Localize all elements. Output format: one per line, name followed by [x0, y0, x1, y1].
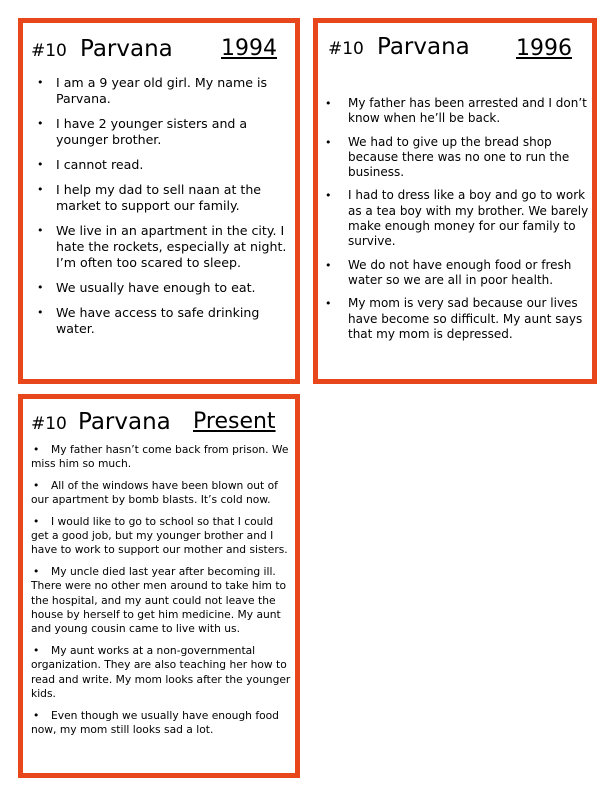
- list-item: • My father hasn’t come back from prison. We miss him so much.: [31, 443, 289, 471]
- card-year: 1994: [221, 36, 277, 61]
- card-1994: [18, 18, 300, 384]
- list-item-text: My father hasn’t come back from prison. We miss him so much.: [31, 443, 289, 471]
- list-item: • We usually have enough to eat.: [34, 280, 296, 296]
- card-number: #10: [31, 414, 67, 434]
- list-item: • We have access to safe drinking water.: [34, 305, 296, 337]
- card-number: #10: [31, 41, 67, 61]
- list-item: • My mom is very sad because our lives have become so difficult. My aunt says that my mom is depressed.: [322, 296, 590, 342]
- card-name: Parvana: [376, 34, 470, 60]
- card-present: [18, 394, 300, 778]
- card-title: [31, 36, 173, 62]
- list-item: • We do not have enough food or fresh water so we are all in poor health.: [322, 258, 590, 289]
- list-item: • Even though we usually have enough food now, my mom still looks sad a lot.: [31, 708, 279, 736]
- list-item: • My uncle died last year after becoming ill. There were no other men around to take him to the hospital, and my aunt could not leave the house by herself to get him medicine. My aunt and young cousin came to live with us.: [31, 564, 287, 636]
- list-item: • I would like to go to school so that I could get a good job, but my younger brother and I have to work to support our mother and sisters.: [31, 514, 288, 557]
- card-item-list: [34, 75, 296, 346]
- list-item-text: My uncle died last year after becoming ill. There were no other men around to take him to the hospital, and my aunt could not leave the house by herself to get him medicine. My aunt and young cousin came to live with us.: [31, 564, 287, 636]
- card-name: Parvana: [79, 36, 173, 62]
- card-number: #10: [328, 39, 364, 59]
- list-item-text: Even though we usually have enough food now, my mom still looks sad a lot.: [31, 708, 279, 736]
- list-item: • I cannot read.: [34, 157, 296, 173]
- card-title: [328, 34, 470, 60]
- card-item-list: [322, 96, 590, 350]
- list-item: • We live in an apartment in the city. I hate the rockets, especially at night. I’m often too scared to sleep.: [34, 223, 296, 271]
- card-name: Parvana: [77, 409, 171, 435]
- list-item: • I have 2 younger sisters and a younger brother.: [34, 116, 296, 148]
- card-1996: [313, 18, 597, 384]
- list-item: • My father has been arrested and I don’t know when he’ll be back.: [322, 96, 590, 127]
- card-year: 1996: [516, 36, 572, 61]
- list-item: • We had to give up the bread shop because there was no one to run the business.: [322, 135, 590, 181]
- list-item: • I had to dress like a boy and go to work as a tea boy with my brother. We barely make enough money for our family to survive.: [322, 188, 590, 249]
- list-item: • All of the windows have been blown out of our apartment by bomb blasts. It’s cold now.: [31, 478, 278, 507]
- list-item-text: All of the windows have been blown out of our apartment by bomb blasts. It’s cold now.: [31, 478, 278, 507]
- list-item-text: My aunt works at a non-governmental organization. They are also teaching her how to read and write. My mom looks after the younger kids.: [31, 643, 291, 701]
- list-item: • My aunt works at a non-governmental organization. They are also teaching her how to read and write. My mom looks after the younger kids.: [31, 643, 291, 701]
- card-year: Present: [193, 409, 276, 434]
- card-item-list: [31, 443, 293, 744]
- list-item: • I am a 9 year old girl. My name is Parvana.: [34, 75, 296, 107]
- list-item: • I help my dad to sell naan at the market to support our family.: [34, 182, 296, 214]
- list-item-text: I would like to go to school so that I could get a good job, but my younger brother and I have to work to support our mother and sisters.: [31, 514, 288, 557]
- card-title: [31, 409, 171, 435]
